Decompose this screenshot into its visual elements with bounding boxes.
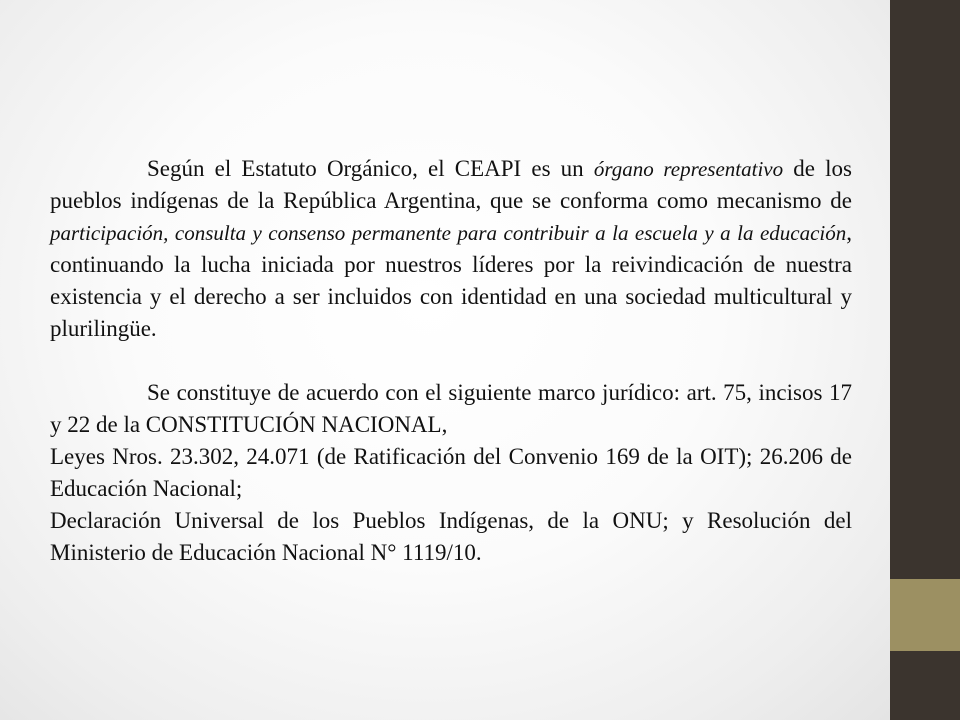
paragraph-legal-framework: Se constituye de acuerdo con el siguiente marco jurídico: art. 75, incisos 17 y 22 de la CONSTITUCIÓN NACIONAL, (50, 380, 852, 437)
paragraph-ceapi-text-1: Según el Estatuto Orgánico, el CEAPI es un (147, 156, 594, 181)
sidebar-accent-block (890, 579, 960, 651)
paragraph-spacer (50, 345, 852, 377)
paragraph-laws: Leyes Nros. 23.302, 24.071 (de Ratificación del Convenio 169 de la OIT); 26.206 de Educación Nacional; (50, 444, 852, 501)
paragraph-ceapi-text-3: , continuando la lucha iniciada por nuestros líderes por la reivindicación de nuestra existencia y el derecho a ser incluidos con identidad en una sociedad multicultural y plurilingüe. (50, 220, 852, 341)
paragraph-ceapi-italic-1: órgano representativo (593, 157, 784, 181)
paragraph-ceapi-text-2: de los pueblos indígenas de la República Argentina, que se conforma como mecanismo de (50, 156, 852, 213)
paragraph-ceapi-definition (50, 153, 852, 345)
paragraph-ceapi-italic-2: participación, consulta y consenso permanente para contribuir a la escuela y a la educación (50, 221, 847, 245)
paragraph-declaration: Declaración Universal de los Pueblos Indígenas, de la ONU; y Resolución del Ministerio de Educación Nacional N° 1119/10. (50, 508, 852, 565)
slide-body (50, 153, 852, 569)
